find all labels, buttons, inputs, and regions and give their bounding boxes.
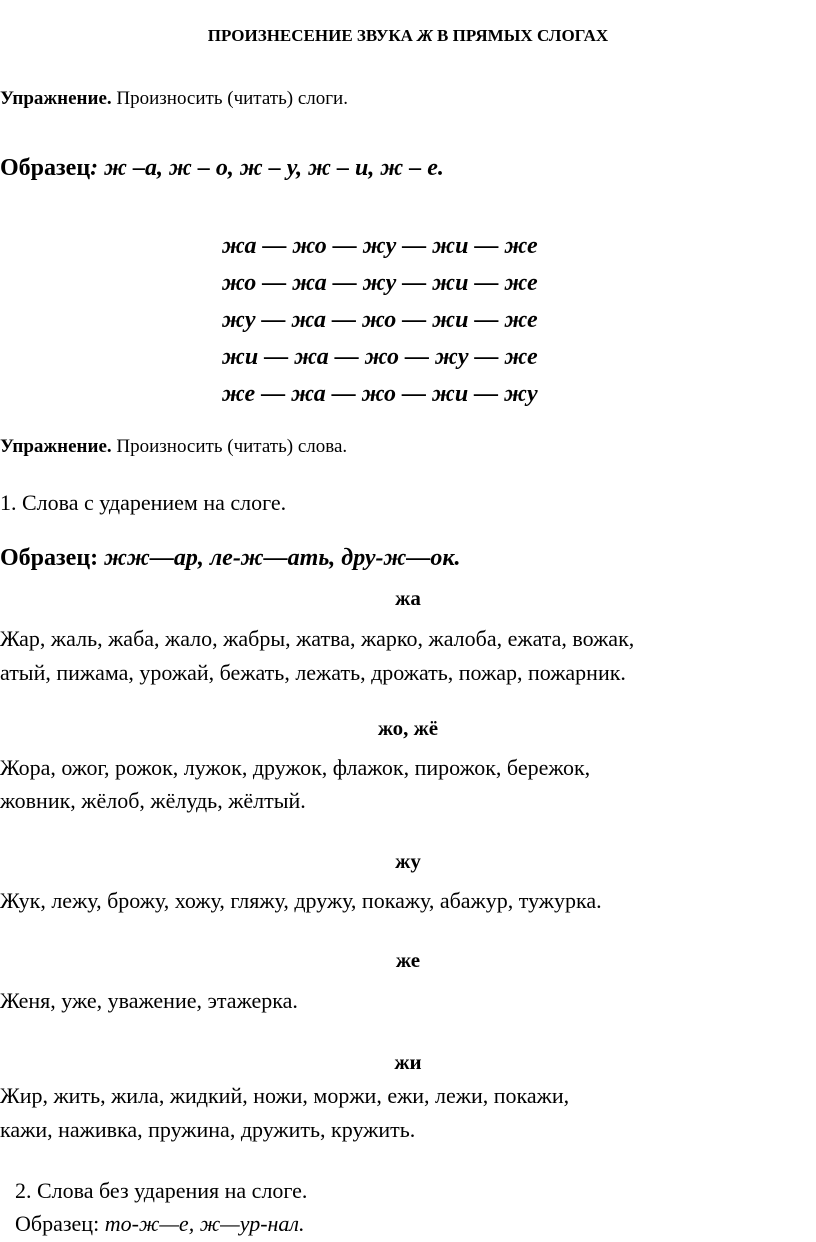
word-line: жовник, жёлоб, жёлудь, жёлтый.: [0, 788, 306, 813]
word-line: Жук, лежу, брожу, хожу, гляжу, дружу, покажу, абажур, тужурка.: [0, 888, 602, 913]
section-unstressed: 2. Слова без ударения на слоге.: [15, 1178, 308, 1203]
group-heading-zho: жо, жё: [377, 716, 439, 740]
group-heading-zhi: жи: [394, 1050, 422, 1074]
sample-label: Образец:: [15, 1211, 105, 1236]
syllable-row: жу — жа — жо — жи — же: [222, 307, 538, 333]
word-line: Женя, уже, уважение, этажерка.: [0, 988, 298, 1013]
word-line: атый, пижама, урожай, бежать, лежать, дрожать, пожар, пожарник.: [0, 660, 626, 685]
word-line: Жора, ожог, рожок, лужок, дружок, флажок, пирожок, бережок,: [0, 755, 591, 780]
sample-text: то-ж—е, ж—ур-нал.: [104, 1211, 305, 1236]
syllable-row: жа — жо — жу — жи — же: [222, 233, 538, 259]
exercise-text: Произносить (читать) слова.: [111, 436, 348, 457]
word-line: Жар, жаль, жаба, жало, жабры, жатва, жарко, жалоба, ежата, вожак,: [0, 626, 635, 651]
word-line: Жир, жить, жила, жидкий, ножи, моржи, ежи, лежи, покажи,: [0, 1083, 570, 1108]
sample-text: жж—ар, ле-ж—ать, дру-ж—ок.: [98, 545, 461, 571]
sample-label: Образец: [0, 155, 91, 181]
sample-words: [0, 545, 461, 572]
exercise-text: Произносить (читать) слоги.: [111, 88, 348, 109]
title-letter: Ж: [417, 26, 433, 45]
exercise-words: [0, 436, 347, 458]
group-heading-zhu: жу: [395, 849, 421, 873]
syllable-row: жо — жа — жу — жи — же: [222, 270, 538, 296]
group-heading-zhe: же: [395, 948, 421, 972]
syllable-row: же — жа — жо — жи — жу: [222, 381, 538, 407]
section-stressed: 1. Слова с ударением на слоге.: [0, 490, 287, 515]
sample-label: Образец:: [0, 545, 99, 571]
exercise-label: Упражнение.: [0, 436, 112, 457]
exercise-syllables: [0, 88, 348, 110]
sample-unstressed: [15, 1211, 305, 1237]
exercise-label: Упражнение.: [0, 88, 112, 109]
syllable-row: жи — жа — жо — жу — же: [222, 344, 538, 370]
word-line: кажи, наживка, пружина, дружить, кружить.: [0, 1117, 416, 1142]
sample-syllables: [0, 155, 444, 182]
page-title: ПРОИЗНЕСЕНИЕ ЗВУКА Ж В ПРЯМЫХ СЛОГАХ: [207, 26, 609, 45]
group-heading-zha: жа: [395, 586, 421, 610]
sample-text: : ж –а, ж – о, ж – у, ж – и, ж – е.: [90, 155, 444, 181]
